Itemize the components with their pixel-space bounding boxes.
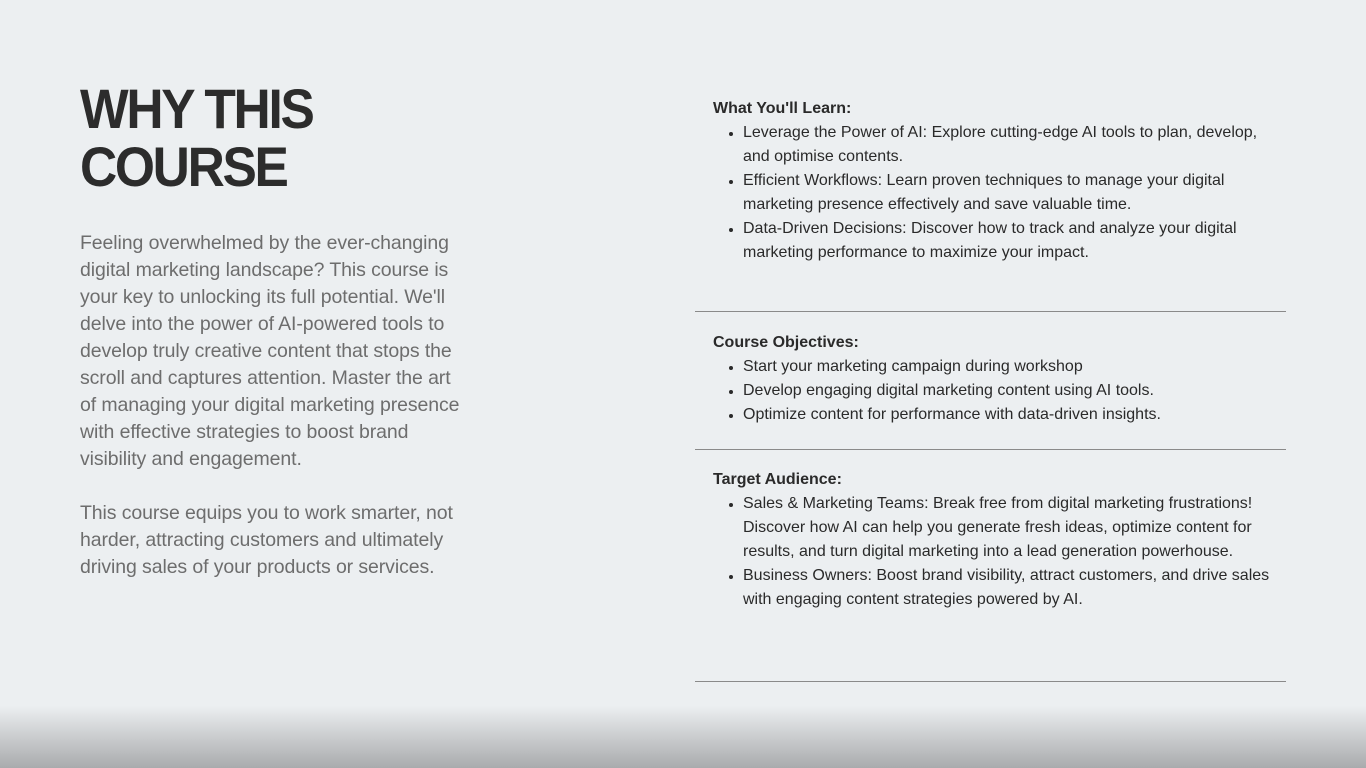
section-heading: Course Objectives:: [713, 334, 859, 351]
list-item: Data-Driven Decisions: Discover how to track and analyze your digital marketing performance to maximize your impact.: [713, 217, 1286, 265]
section-divider: [695, 311, 1286, 312]
list-item: Leverage the Power of AI: Explore cutting-edge AI tools to plan, develop, and optimise contents.: [713, 121, 1286, 169]
list-item: Develop engaging digital marketing content using AI tools.: [713, 379, 1286, 403]
page-title: [80, 77, 439, 198]
title-line-2: COURSE: [80, 135, 287, 198]
list-item: Business Owners: Boost brand visibility, attract customers, and drive sales with engaging content strategies powered by AI.: [713, 564, 1286, 612]
list-item: Sales & Marketing Teams: Break free from digital marketing frustrations! Discover how AI can help you generate fresh ideas, optimize content for results, and turn digital marketing into a lead generation powerhouse.: [713, 492, 1286, 564]
bullet-list: [713, 492, 1286, 612]
section-target-audience: [695, 468, 1286, 612]
title-line-1: WHY THIS: [80, 77, 313, 140]
intro-paragraph: Feeling overwhelmed by the ever-changing digital marketing landscape? This course is your key to unlocking its full potential. We'll delve into the power of AI-powered tools to develop truly creative content that stops the scroll and captures attention. Master the art of managing your digital marketing presence with effective strategies to boost brand visibility and engagement.: [80, 232, 460, 470]
list-item: Efficient Workflows: Learn proven techniques to manage your digital marketing presence effectively and save valuable time.: [713, 169, 1286, 217]
bullet-list: [713, 121, 1286, 265]
section-heading: What You'll Learn:: [713, 100, 852, 117]
left-column: [80, 77, 470, 581]
section-divider: [695, 681, 1286, 682]
section-heading: Target Audience:: [713, 471, 842, 488]
summary-paragraph: This course equips you to work smarter, not harder, attracting customers and ultimately driving sales of your products or services.: [80, 502, 453, 578]
section-course-objectives: [695, 331, 1286, 427]
list-item: Start your marketing campaign during workshop: [713, 355, 1286, 379]
bullet-list: [713, 355, 1286, 427]
bottom-gradient-bar: [0, 706, 1366, 768]
list-item: Optimize content for performance with data-driven insights.: [713, 403, 1286, 427]
section-what-you-learn: [695, 97, 1286, 265]
section-divider: [695, 449, 1286, 450]
